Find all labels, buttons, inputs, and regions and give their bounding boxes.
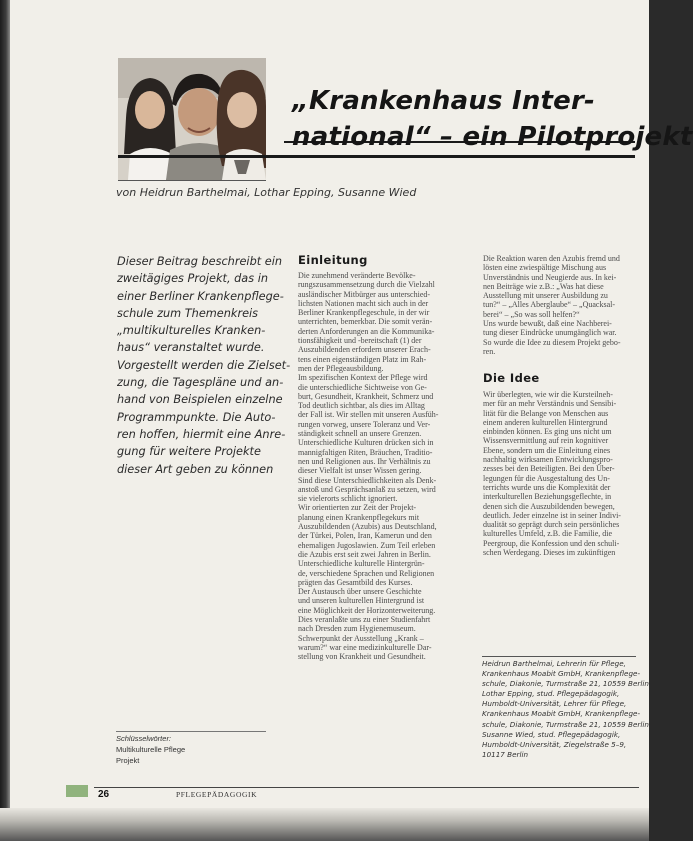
article-byline: von Heidrun Barthelmai, Lothar Epping, Susanne Wied bbox=[116, 186, 417, 199]
abstract-line: zweitägiges Projekt, das in bbox=[117, 272, 268, 286]
column-die-idee bbox=[483, 390, 636, 557]
author-info-line: Krankenhaus Moabit GmbH, Krankenpflege- bbox=[482, 709, 641, 719]
body-line: nachhaltig wirksamen Entwicklungspro- bbox=[483, 455, 613, 465]
author-info-line: Heidrun Barthelmai, Lehrerin für Pflege, bbox=[482, 659, 626, 668]
body-line: einbinden können. Es ging uns nicht um bbox=[483, 427, 612, 437]
article-abstract bbox=[117, 253, 291, 478]
author-info bbox=[482, 659, 649, 760]
author-info-line: Lothar Epping, stud. Pflegepädagogik, bbox=[482, 689, 620, 699]
body-line: Die zunehmend veränderte Bevölke- bbox=[298, 271, 416, 280]
keywords-box bbox=[116, 733, 264, 766]
author-info-line: Susanne Wied, stud. Pflegepädagogik, bbox=[482, 729, 621, 739]
page-bottom-shadow bbox=[0, 808, 649, 841]
abstract-line: gung für weitere Projekte bbox=[117, 445, 261, 459]
body-line: eine Möglichkeit der Horizonterweiterung. bbox=[298, 605, 436, 615]
abstract-line: Programmpunkte. Die Auto- bbox=[117, 410, 276, 424]
body-line: die unterschiedliche Sichtweise von Ge- bbox=[298, 382, 427, 392]
author-info-line: schule, Diakonie, Turmstraße 21, 10559 Berlin bbox=[482, 679, 649, 689]
body-line: lität für die Belange von Menschen aus bbox=[483, 408, 609, 418]
body-line: tun?“ – „Alles Aberglaube“ – „Quacksal- bbox=[483, 300, 616, 310]
body-line: interkulturellen Beziehungsgeflechte, in bbox=[483, 492, 612, 502]
body-line: Unverständnis und Neugierde aus. In kei- bbox=[483, 272, 617, 282]
body-line: die Azubis erst seit zwei Jahren in Berlin. bbox=[298, 549, 431, 559]
body-line: Dies veranlaßte uns zu einer Studienfahrt bbox=[298, 614, 431, 624]
body-line: legungen für die Ausgestaltung des Un- bbox=[483, 473, 610, 483]
body-line: burt, Gesundheit, Krankheit, Schmerz und bbox=[298, 391, 434, 401]
abstract-line: Vorgestellt werden die Zielset- bbox=[117, 358, 291, 372]
keyword-item: Projekt bbox=[116, 756, 140, 765]
title-rule-bottom bbox=[118, 155, 635, 158]
body-line: warum?“ war eine medizinkulturelle Dar- bbox=[298, 642, 432, 652]
body-line: und unseren kulturellen Hintergrund ist bbox=[298, 596, 425, 606]
section-heading-einleitung: Einleitung bbox=[298, 253, 368, 267]
body-line: Wissensvermittlung auf rein kognitiver bbox=[483, 436, 609, 446]
color-marker bbox=[66, 785, 88, 797]
body-line: Uns wurde bewußt, daß eine Nachberei- bbox=[483, 319, 612, 329]
author-photo bbox=[118, 58, 266, 181]
body-line: ständigkeit schnell an unsere Grenzen. bbox=[298, 429, 422, 439]
author-info-line: Humboldt-Universität, Lehrer für Pflege, bbox=[482, 699, 627, 709]
abstract-line: „multikulturelles Kranken- bbox=[117, 324, 266, 338]
body-line: Unterschiedliche kulturelle Hintergrün- bbox=[298, 559, 425, 569]
article-title-line2: national“ – ein Pilotprojekt bbox=[292, 122, 693, 152]
article-title-line1: „Krankenhaus Inter- bbox=[292, 86, 596, 116]
body-line: lösten eine zwiespältige Mischung aus bbox=[483, 263, 607, 273]
body-line: Die Reaktion waren den Azubis fremd und bbox=[483, 254, 620, 263]
body-line: men der Pflegeausbildung. bbox=[298, 363, 384, 373]
body-line: nen Beiträge wie z.B.: „Was hat diese bbox=[483, 281, 604, 291]
body-line: einem anderen kulturellen Hintergrund bbox=[483, 417, 608, 427]
author-info-rule bbox=[482, 656, 636, 657]
body-line: anstoß und Gesprächsanlaß zu setzen, wird bbox=[298, 484, 436, 494]
abstract-line: zung, die Tagespläne und an- bbox=[117, 376, 284, 390]
body-line: nen und Religionen aus. Ihr Verhältnis zu bbox=[298, 456, 431, 466]
body-line: berei“ – „So was soll helfen?“ bbox=[483, 309, 580, 319]
body-line: derten Anforderungen an die Kommunika- bbox=[298, 326, 435, 336]
body-line: kulturelles Umfeld, z.B. die Familie, die bbox=[483, 529, 613, 539]
abstract-line: dieser Art geben zu können bbox=[117, 462, 274, 476]
author-info-line: Krankenhaus Moabit GmbH, Krankenpflege- bbox=[482, 669, 641, 679]
body-line: Der Austausch über unsere Geschichte bbox=[298, 587, 422, 597]
keyword-item: Multikulturelle Pflege bbox=[116, 745, 186, 754]
body-line: ren. bbox=[483, 346, 496, 356]
abstract-line: schule zum Themenkreis bbox=[117, 306, 259, 320]
author-info-line: Humboldt-Universität, Ziegelstraße 5–9, bbox=[482, 739, 627, 749]
body-line: zesses bei den Beteiligten. Bei den Über- bbox=[483, 464, 615, 474]
abstract-line: hand von Beispielen einzelne bbox=[117, 393, 283, 407]
body-line: Berliner Krankenpflegeschule, in der wir bbox=[298, 308, 430, 318]
body-line: ausländischer Mitbürger aus unterschied- bbox=[298, 289, 431, 299]
abstract-line: ren hoffen, hiermit eine Anre- bbox=[117, 427, 286, 441]
publication-name: PFLEGEPÄDAGOGIK bbox=[176, 790, 258, 799]
body-line: Ebene, sondern um die Einleitung eines bbox=[483, 445, 611, 455]
body-line: mer für an mehr Verständnis und Sensibi- bbox=[483, 399, 617, 409]
body-line: Wir überlegten, wie wir die Kursteilneh- bbox=[483, 390, 613, 399]
abstract-line: einer Berliner Krankenpflege- bbox=[117, 289, 284, 303]
body-line: Unterschiedliche Kulturen drücken sich in bbox=[298, 438, 434, 448]
body-line: Tod deutlich sichtbar, als dies im Alltag bbox=[298, 401, 425, 411]
body-line: denen sich die Auszubildenden bewegen, bbox=[483, 501, 615, 511]
body-line: sie vielerorts schlicht ignoriert. bbox=[298, 494, 398, 504]
section-heading-die-idee: Die Idee bbox=[483, 371, 540, 385]
body-line: dieser Vielfalt ist unser Wissen gering. bbox=[298, 466, 422, 476]
body-line: prägten das Gesamtbild des Kurses. bbox=[298, 577, 413, 587]
body-line: stellung von Krankheit und Gesundheit. bbox=[298, 652, 426, 662]
abstract-line: Dieser Beitrag beschreibt ein bbox=[117, 255, 283, 268]
author-photo-illustration bbox=[118, 58, 266, 180]
body-line: tens einen eigenständigen Platz im Rah- bbox=[298, 354, 427, 364]
body-line: schen Werdegang. Dieses im zukünftigen bbox=[483, 548, 616, 558]
page-binding-shadow bbox=[0, 0, 10, 841]
body-line: Auszubildenden erfordern unserer Erach- bbox=[298, 345, 431, 355]
body-line: rungen vorweg, unsere Toleranz und Ver- bbox=[298, 419, 431, 429]
body-line: Peergroup, die Konfession und den schuli- bbox=[483, 538, 620, 548]
body-line: Auszubildenden (Azubis) aus Deutschland, bbox=[298, 522, 437, 532]
body-line: nach Dresden zum Hygienemuseum. bbox=[298, 624, 416, 634]
body-line: Ausstellung mit unserer Ausbildung zu bbox=[483, 291, 608, 301]
body-line: tionsfähigkeit und -bereitschaft (1) der bbox=[298, 336, 422, 346]
page-number: 26 bbox=[98, 789, 110, 800]
body-line: mannigfaltigen Riten, Bräuchen, Traditio- bbox=[298, 447, 433, 457]
column-continued bbox=[483, 254, 636, 356]
body-line: der Fall ist. Wir stellen mit unseren Ausfüh- bbox=[298, 410, 439, 420]
body-line: terrichts wurde uns die Komplexität der bbox=[483, 482, 611, 492]
author-info-line: schule, Diakonie, Turmstraße 21, 10559 Berlin bbox=[482, 719, 649, 729]
body-line: Im spezifischen Kontext der Pflege wird bbox=[298, 373, 428, 383]
body-line: Wir orientierten zur Zeit der Projekt- bbox=[298, 503, 417, 513]
body-line: der Türkei, Polen, Iran, Kamerun und den bbox=[298, 531, 432, 541]
body-line: unterrichten, bemerkbar. Die somit verän- bbox=[298, 317, 433, 327]
column-einleitung bbox=[298, 271, 472, 661]
body-line: deutlich. Jeder einzelne ist in seiner Indivi- bbox=[483, 510, 621, 520]
keywords-rule bbox=[116, 731, 266, 732]
body-line: tung dieser Eindrücke unumgänglich war. bbox=[483, 328, 617, 338]
body-line: Sind diese Unterschiedlichkeiten als Denk- bbox=[298, 475, 437, 485]
body-line: lichsten Nationen macht sich auch in der bbox=[298, 298, 429, 308]
body-line: rungszusammensetzung durch die Vielzahl bbox=[298, 280, 435, 290]
body-line: de, verschiedene Sprachen und Religionen bbox=[298, 568, 435, 578]
body-line: ehemaligen Jugoslawien. Zum Teil erleben bbox=[298, 540, 436, 550]
abstract-line: haus“ veranstaltet wurde. bbox=[117, 341, 265, 355]
body-line: So wurde die Idee zu diesem Projekt gebo- bbox=[483, 337, 621, 347]
body-line: planung einen Krankenpflegekurs mit bbox=[298, 512, 420, 522]
keywords-label: Schlüsselwörter: bbox=[116, 734, 172, 743]
author-info-line: 10117 Berlin bbox=[482, 749, 529, 759]
body-line: dualität so geprägt durch sein persönliches bbox=[483, 520, 620, 530]
body-line: Schwerpunkt der Ausstellung „Krank – bbox=[298, 633, 424, 643]
